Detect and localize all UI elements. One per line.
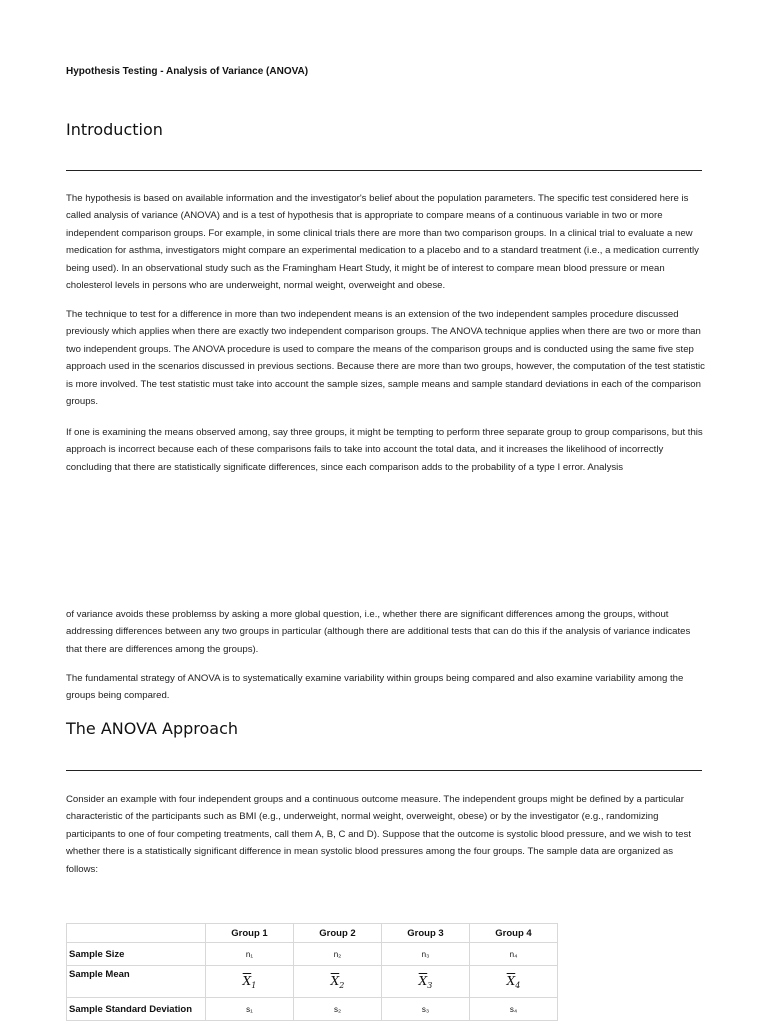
column-header: Group 4 bbox=[470, 924, 558, 943]
table-corner-cell bbox=[67, 924, 206, 943]
x-bar-symbol: $\overline{X}$ bbox=[242, 973, 252, 988]
intro-paragraph-5: The fundamental strategy of ANOVA is to systematically examine variability within groups being compared and also examine variability among the groups being compared. bbox=[66, 673, 684, 702]
intro-paragraph-3: If one is examining the means observed among, say three groups, it might be tempting to perform three separate group to group comparisons, but this approach is incorrect because each of these comparisons fails to take into account the total data, and it increases the likelihood of incorrectly concluding that there are statistically significate differences, since each comparison adds to the probability of a type I error. Analysis bbox=[66, 427, 703, 473]
column-header: Group 1 bbox=[206, 924, 294, 943]
x-bar-symbol: $\overline{X}$ bbox=[418, 973, 428, 988]
subscript: 2 bbox=[339, 980, 345, 990]
section-divider bbox=[66, 170, 702, 171]
table-cell: s₂ bbox=[294, 998, 382, 1021]
anova-paragraph: Consider an example with four independent groups and a continuous outcome measure. The independent groups might be defined by a particular characteristic of the participants such as BMI (e.g., underweight, normal weight, overweight, obese) or by the investigator (e.g., randomizing participants to one of four competing treatments, call them A, B, C and D). Suppose that the outcome is systolic blood pressure, and we wish to test whether there is a statistically significant difference in mean systolic blood pressures among the four groups. The sample data are organized as follows: bbox=[66, 794, 691, 875]
sample-data-table bbox=[66, 923, 558, 1021]
table-header-row bbox=[67, 924, 558, 943]
table-cell: n₃ bbox=[382, 943, 470, 966]
intro-paragraph-1: The hypothesis is based on available information and the investigator's belief about the population parameters. The specific test considered here is called analysis of variance (ANOVA) and is a test of hypothesis that is appropriate to compare means of a continuous variable in two or more independent comparison groups. For example, in some clinical trials there are more than two comparison groups. In a clinical trial to evaluate a new medication for asthma, investigators might compare an experimental medication to a placebo and to a standard treatment (i.e., a medication currently being used). In an observational study such as the Framingham Heart Study, it might be of interest to compare mean blood pressure or mean cholesterol levels in persons who are underweight, normal weight, overweight and obese. bbox=[66, 193, 699, 292]
sample-mean-cell bbox=[382, 966, 470, 998]
row-label: Sample Size bbox=[67, 943, 206, 966]
table-cell: s₃ bbox=[382, 998, 470, 1021]
column-header: Group 3 bbox=[382, 924, 470, 943]
column-header: Group 2 bbox=[294, 924, 382, 943]
anova-approach-heading: The ANOVA Approach bbox=[66, 719, 239, 738]
section-divider bbox=[66, 770, 702, 771]
intro-paragraph-2: The technique to test for a difference in more than two independent means is an extension of the two independent samples procedure discussed previously which applies when there are exactly two independent comparison groups. The ANOVA technique applies when there are two or more than two independent groups. The ANOVA procedure is used to compare the means of the comparison groups and is conducted using the same five step approach used in the scenarios discussed in previous sections. Because there are more than two groups, however, the computation of the test statistic is more involved. The test statistic must take into account the sample sizes, sample means and sample standard deviations in each of the comparison groups. bbox=[66, 309, 705, 408]
table-cell: n₂ bbox=[294, 943, 382, 966]
document-title: Hypothesis Testing - Analysis of Variance (ANOVA) bbox=[66, 66, 309, 77]
row-label: Sample Standard Deviation bbox=[67, 998, 206, 1021]
x-bar-symbol: $\overline{X}$ bbox=[330, 973, 340, 988]
table-row bbox=[67, 998, 558, 1021]
intro-paragraph-4: of variance avoids these problemss by asking a more global question, i.e., whether there are significant differences among the groups, without addressing differences between any two groups in particular (although there are additional tests that can do this if the analysis of variance indicates that there are differences among the groups). bbox=[66, 609, 691, 655]
subscript: 3 bbox=[427, 980, 433, 990]
subscript: 4 bbox=[515, 980, 521, 990]
table-cell: s₄ bbox=[470, 998, 558, 1021]
x-bar-symbol: $\overline{X}$ bbox=[506, 973, 516, 988]
sample-mean-cell bbox=[470, 966, 558, 998]
sample-mean-cell bbox=[294, 966, 382, 998]
table-row bbox=[67, 966, 558, 998]
introduction-heading: Introduction bbox=[66, 120, 163, 139]
sample-mean-cell bbox=[206, 966, 294, 998]
table-cell: n₄ bbox=[470, 943, 558, 966]
table-row bbox=[67, 943, 558, 966]
table-cell: n₁ bbox=[206, 943, 294, 966]
table-cell: s₁ bbox=[206, 998, 294, 1021]
subscript: 1 bbox=[251, 980, 257, 990]
row-label: Sample Mean bbox=[67, 966, 206, 998]
